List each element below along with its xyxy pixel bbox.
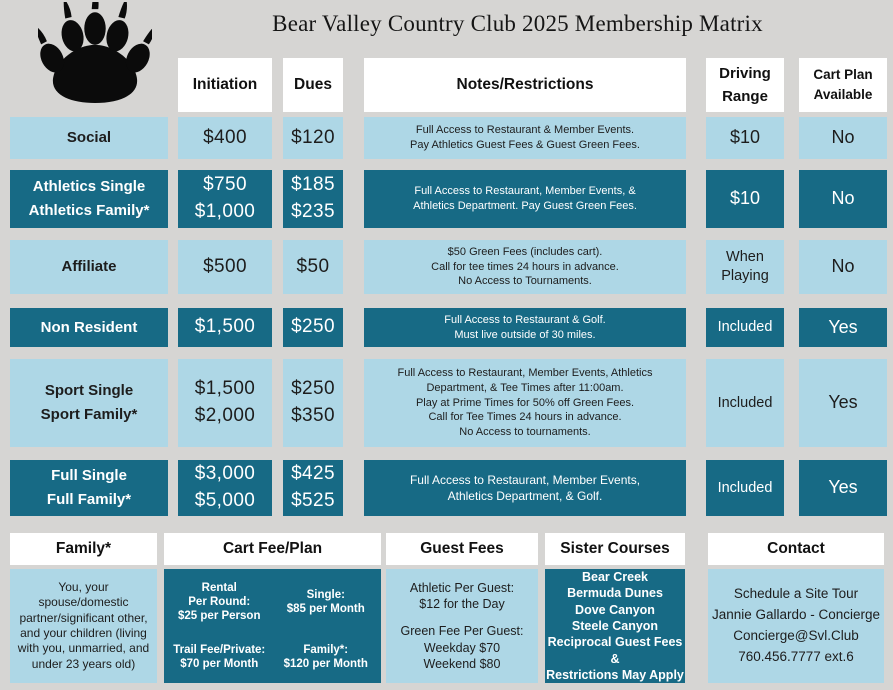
dues-value: $250 <box>291 316 335 338</box>
header-driving-range <box>706 58 784 112</box>
page-title: Bear Valley Country Club 2025 Membership Matrix <box>272 11 763 36</box>
header-dues: Dues <box>283 58 343 112</box>
sister-courses-box-title: Sister Courses <box>545 533 685 565</box>
dues-value: $50 <box>296 255 330 277</box>
cart-plan-cell: Yes <box>799 308 887 347</box>
notes-line: Full Access to Restaurant, Member Events, Athletics <box>397 367 653 380</box>
header-cart-line: Cart Plan <box>813 66 873 82</box>
sister-courses-box <box>545 533 685 683</box>
cart-fee-line: $70 per Month <box>180 658 259 671</box>
dues-value: $525 <box>291 490 335 511</box>
notes-cell <box>364 308 686 347</box>
contact-box-body <box>708 569 884 683</box>
cart-fee-line: Per Round: <box>188 595 251 608</box>
contact-line: Jannie Gallardo - Concierge <box>711 607 881 623</box>
footer-info-section <box>10 533 884 683</box>
guest-fees-box <box>386 533 538 683</box>
dues-cell <box>283 308 343 347</box>
contact-phone: 760.456.7777 ext.6 <box>738 648 854 664</box>
dues-value: $425 <box>291 463 335 485</box>
cart-fee-line: Trail Fee/Private: <box>173 644 266 657</box>
contact-box <box>708 533 884 683</box>
cart-plan-cell: No <box>799 170 887 228</box>
cart-fee-item <box>275 588 378 616</box>
notes-line: Play at Prime Times for 50% off Green Fees. <box>415 396 635 409</box>
table-row-sport <box>10 359 887 447</box>
guest-fees-box-body <box>386 569 538 683</box>
header-spacer <box>10 58 168 112</box>
sister-note-line: Reciprocal Guest Fees & <box>547 635 683 666</box>
table-row-athletics <box>10 170 887 228</box>
dues-value: $185 <box>291 174 335 196</box>
sister-course: Steele Canyon <box>571 618 659 633</box>
notes-line: Call for tee times 24 hours in advance. <box>431 260 619 273</box>
contact-line: Schedule a Site Tour <box>733 586 859 602</box>
notes-line: Full Access to Restaurant & Golf. <box>444 313 606 326</box>
dues-cell <box>283 170 343 228</box>
guest-fee-line: Weekday $70 <box>423 640 501 655</box>
dues-cell <box>283 359 343 447</box>
initiation-cell <box>178 359 272 447</box>
table-header-row <box>10 58 887 112</box>
guest-fees-box-title: Guest Fees <box>386 533 538 565</box>
initiation-value: $750 <box>203 174 247 196</box>
cart-fee-box-title: Cart Fee/Plan <box>164 533 381 565</box>
initiation-value: $5,000 <box>194 490 256 511</box>
header-driving-line: Range <box>722 88 768 105</box>
notes-line: Full Access to Restaurant, Member Events, & <box>414 185 636 198</box>
cart-fee-item <box>275 643 378 671</box>
initiation-value: $1,500 <box>194 378 256 400</box>
cart-plan-cell: No <box>799 240 887 294</box>
header-cart-line: Available <box>813 87 873 102</box>
membership-name: Sport Family* <box>40 406 138 423</box>
initiation-cell <box>178 170 272 228</box>
cart-fee-line: $120 per Month <box>283 658 368 671</box>
contact-box-title: Contact <box>708 533 884 565</box>
membership-name-cell <box>10 359 168 447</box>
header-cart-plan <box>799 58 887 112</box>
notes-line: Full Access to Restaurant, Member Events, <box>409 472 641 487</box>
notes-line: Full Access to Restaurant & Member Events. <box>415 124 635 137</box>
driving-range-cell: Included <box>706 359 784 447</box>
notes-line: Call for Tee Times 24 hours in advance. <box>428 411 622 424</box>
table-row-social <box>10 117 887 159</box>
sister-course: Bear Creek <box>581 570 648 584</box>
family-definition-box <box>10 533 157 683</box>
membership-name: Social <box>66 129 112 146</box>
membership-name: Full Family* <box>46 491 132 508</box>
initiation-cell <box>178 117 272 159</box>
dues-value: $350 <box>291 405 335 426</box>
initiation-value: $1,000 <box>194 201 256 222</box>
driving-range-cell: When Playing <box>706 240 784 294</box>
notes-line: $50 Green Fees (includes cart). <box>447 245 603 258</box>
cart-plan-cell: No <box>799 117 887 159</box>
initiation-value: $2,000 <box>194 405 256 426</box>
header-notes: Notes/Restrictions <box>364 58 686 112</box>
membership-name-cell <box>10 240 168 294</box>
table-row-affiliate <box>10 240 887 294</box>
table-row-non-resident <box>10 308 887 347</box>
table-row-full <box>10 460 887 516</box>
dues-cell <box>283 460 343 516</box>
cart-plan-cell: Yes <box>799 359 887 447</box>
sister-courses-box-body <box>545 569 685 683</box>
cart-fee-box <box>164 533 381 683</box>
membership-name-cell <box>10 170 168 228</box>
membership-name-cell <box>10 308 168 347</box>
guest-fee-line: $12 for the Day <box>419 597 505 612</box>
sister-course: Bermuda Dunes <box>567 586 663 601</box>
notes-line: Must live outside of 30 miles. <box>454 328 596 341</box>
cart-fee-box-body <box>164 569 381 683</box>
dues-cell <box>283 117 343 159</box>
sister-note-line: Restrictions May Apply <box>546 667 684 682</box>
membership-name-cell <box>10 117 168 159</box>
notes-cell <box>364 240 686 294</box>
guest-fee-line: Green Fee Per Guest: <box>400 624 524 639</box>
driving-range-cell: Included <box>706 460 784 516</box>
cart-fee-item <box>168 643 271 671</box>
cart-fee-line: Family*: <box>303 644 349 657</box>
dues-cell <box>283 240 343 294</box>
contact-email: Concierge@Svl.Club <box>733 628 859 643</box>
membership-matrix-table <box>10 58 887 516</box>
guest-fee-line: Athletic Per Guest: <box>409 580 515 595</box>
initiation-value: $1,500 <box>194 316 256 338</box>
dues-value: $235 <box>291 201 335 222</box>
notes-line: Pay Athletics Guest Fees & Guest Green Fees. <box>410 139 640 151</box>
header-driving-line: Driving <box>719 64 771 82</box>
driving-range-cell: $10 <box>706 117 784 159</box>
membership-name: Non Resident <box>40 318 138 336</box>
initiation-cell <box>178 240 272 294</box>
sister-course: Dove Canyon <box>575 602 655 617</box>
cart-fee-line: $25 per Person <box>178 609 261 622</box>
cart-fee-line: Rental <box>201 581 237 594</box>
family-box-title: Family* <box>10 533 157 565</box>
membership-name: Athletics Family* <box>28 202 150 219</box>
notes-line: Athletics Department. Pay Guest Green Fees. <box>413 200 637 212</box>
driving-range-cell: Included <box>706 308 784 347</box>
notes-cell <box>364 117 686 159</box>
initiation-value: $400 <box>203 126 247 148</box>
membership-name: Sport Single <box>44 382 134 399</box>
family-box-body: You, your spouse/domestic partner/significant other, and your children (living with you, unmarried, and under 23 years old) <box>10 569 157 683</box>
membership-name: Athletics Single <box>32 178 146 195</box>
initiation-cell <box>178 308 272 347</box>
notes-line: No Access to tournaments. <box>459 426 591 439</box>
notes-line: Athletics Department, & Golf. <box>447 489 603 503</box>
guest-fee-line: Weekend $80 <box>423 656 501 671</box>
driving-range-cell: $10 <box>706 170 784 228</box>
notes-cell <box>364 170 686 228</box>
notes-line: No Access to Tournaments. <box>458 275 592 288</box>
cart-plan-cell: Yes <box>799 460 887 516</box>
cart-fee-line: $85 per Month <box>286 602 365 615</box>
initiation-cell <box>178 460 272 516</box>
membership-name: Full Single <box>51 467 127 484</box>
notes-cell <box>364 460 686 516</box>
cart-fee-item <box>168 581 271 623</box>
dues-value: $120 <box>291 126 335 148</box>
dues-value: $250 <box>291 378 335 400</box>
cart-fee-line: Single: <box>306 588 345 601</box>
membership-name: Affiliate <box>61 258 117 275</box>
notes-cell <box>364 359 686 447</box>
notes-line: Department, & Tee Times after 11:00am. <box>426 381 624 394</box>
initiation-value: $3,000 <box>194 463 256 485</box>
membership-name-cell <box>10 460 168 516</box>
initiation-value: $500 <box>203 255 247 277</box>
header-initiation: Initiation <box>178 58 272 112</box>
